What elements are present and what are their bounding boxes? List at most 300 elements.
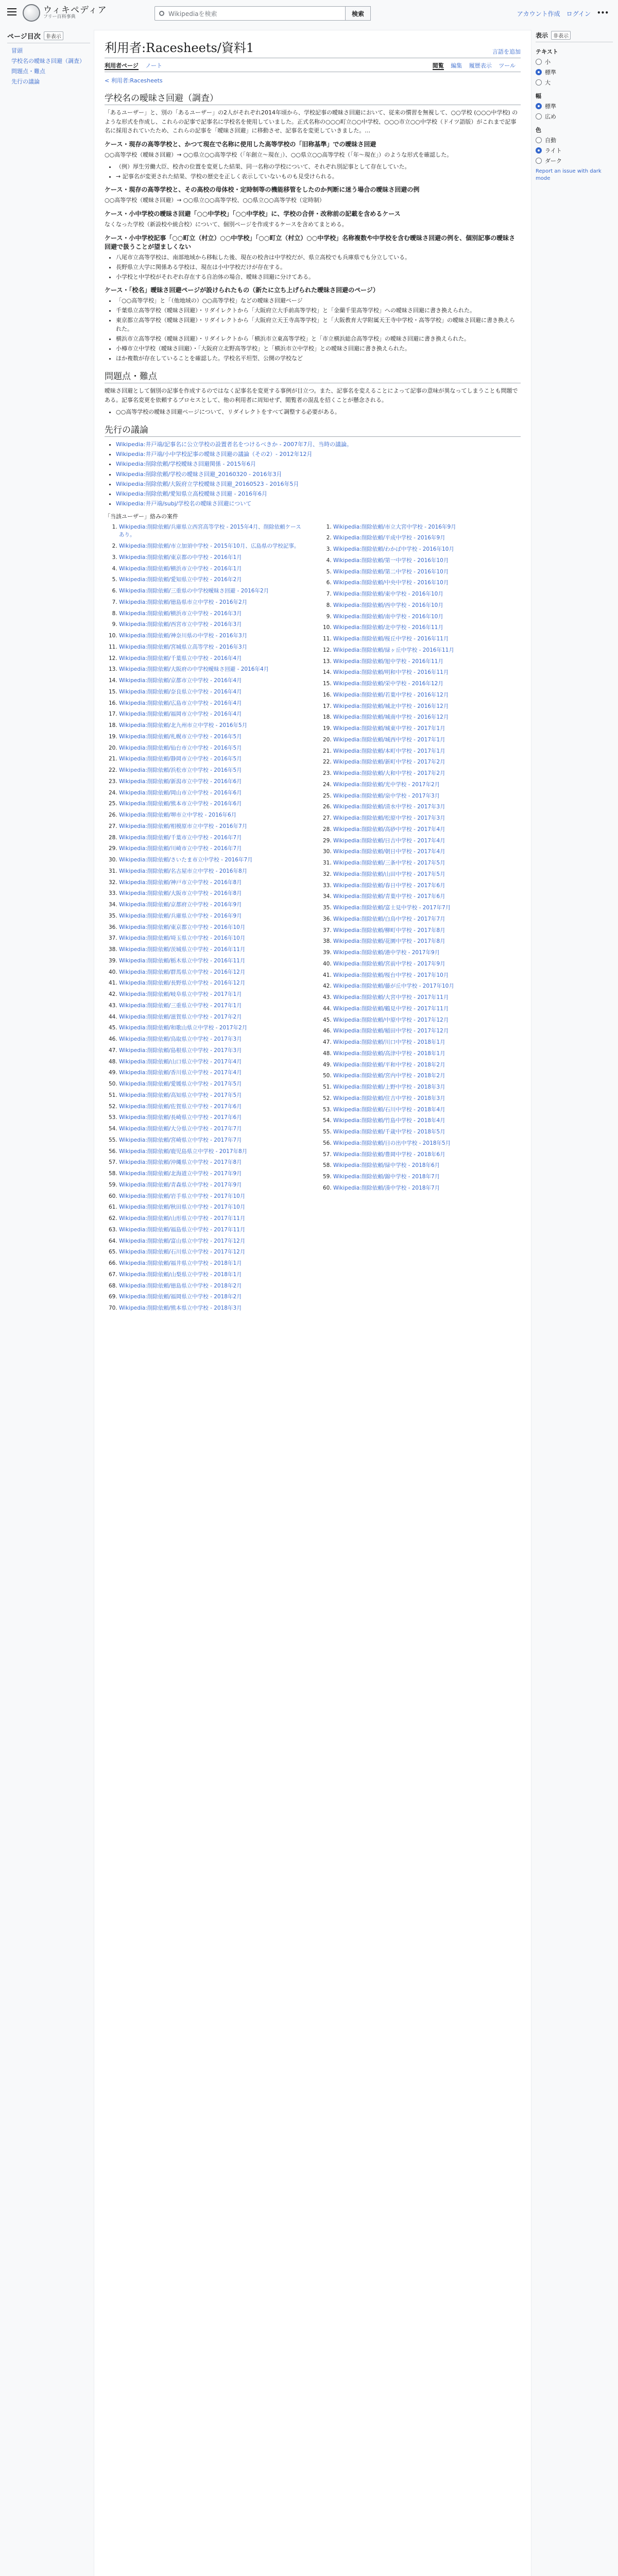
case-link[interactable]: Wikipedia:削除依頼/中原中学校 - 2017年12月 bbox=[333, 1016, 449, 1023]
case-link[interactable]: Wikipedia:削除依頼/福岡県立中学校 - 2018年2月 bbox=[119, 1294, 242, 1300]
create-account-link[interactable]: アカウント作成 bbox=[517, 10, 560, 18]
case-link[interactable]: Wikipedia:削除依頼/栄中学校 - 2016年12月 bbox=[333, 681, 443, 687]
case-link[interactable]: Wikipedia:削除依頼/京都市立中学校 - 2016年4月 bbox=[119, 677, 242, 684]
case-link[interactable]: Wikipedia:削除依頼/旭中学校 - 2016年11月 bbox=[333, 658, 443, 665]
breadcrumb[interactable]: < 利用者:Racesheets bbox=[105, 77, 163, 84]
dark-mode-report-link[interactable]: Report an issue with dark mode bbox=[536, 168, 602, 181]
case-link[interactable]: Wikipedia:削除依頼/東中学校 - 2016年10月 bbox=[333, 591, 443, 598]
list-item bbox=[119, 957, 306, 965]
list-item bbox=[119, 1013, 306, 1022]
tab-tools[interactable]: ツール bbox=[499, 62, 516, 69]
case-link[interactable]: Wikipedia:削除依頼/山田中学校 - 2017年5月 bbox=[333, 871, 445, 877]
radio-label: 広め bbox=[545, 113, 556, 120]
case-link[interactable]: Wikipedia:削除依頼/泉中学校 - 2017年3月 bbox=[333, 792, 440, 799]
case-link[interactable]: Wikipedia:削除依頼/住吉中学校 - 2018年3月 bbox=[333, 1095, 445, 1101]
list-item bbox=[333, 904, 521, 912]
list-item bbox=[119, 722, 306, 730]
list-item bbox=[119, 554, 306, 562]
list-item bbox=[333, 781, 521, 789]
case-link[interactable]: Wikipedia:削除依頼/城東中学校 - 2017年1月 bbox=[333, 725, 445, 732]
case-link[interactable]: Wikipedia:削除依頼/桜丘中学校 - 2016年11月 bbox=[333, 636, 449, 642]
case-link[interactable]: Wikipedia:削除依頼/平和中学校 - 2018年2月 bbox=[333, 1061, 445, 1068]
list-item bbox=[119, 1304, 306, 1313]
list-item: • 小樽市立中学校（曖昧さ回避）・「大阪府立北野高等学校」と「横浜市立中学校」との曖昧さ回避に書き換えられた。 bbox=[116, 344, 521, 353]
case-link[interactable]: Wikipedia:削除依頼/大宮中学校 - 2017年11月 bbox=[333, 994, 449, 1001]
list-item bbox=[119, 845, 306, 853]
case-link[interactable]: Wikipedia:削除依頼/静岡市立中学校 - 2016年5月 bbox=[119, 756, 242, 762]
case-link[interactable]: Wikipedia:削除依頼/宮城県立高等学校 - 2016年3月 bbox=[119, 643, 248, 650]
list-item: • 長野県立大学に関係ある学校は、現在は小中学校だけが存在する。 bbox=[116, 263, 521, 272]
case-link[interactable]: Wikipedia:削除依頼/横浜市立中学校 - 2016年3月 bbox=[119, 610, 242, 617]
case-link[interactable]: Wikipedia:削除依頼/長崎県立中学校 - 2017年6月 bbox=[119, 1114, 242, 1121]
tab-history[interactable]: 履歴表示 bbox=[469, 62, 492, 69]
case-link[interactable]: Wikipedia:削除依頼/大分県立中学校 - 2017年7月 bbox=[119, 1126, 242, 1132]
list-item: • 「○○高等学校」と「（他地域の）○○高等学校」などの曖昧さ回避ページ bbox=[116, 296, 521, 305]
list-item: • ○○高等学校の曖昧さ回避ページについて、リダイレクトをすべて調整する必要がある。 bbox=[116, 408, 521, 416]
list-item bbox=[333, 680, 521, 688]
case-link[interactable]: Wikipedia:削除依頼/福井県立中学校 - 2018年1月 bbox=[119, 1260, 242, 1267]
list-item bbox=[333, 882, 521, 890]
case-link[interactable]: Wikipedia:削除依頼/高知県立中学校 - 2017年5月 bbox=[119, 1092, 242, 1098]
case-link[interactable]: Wikipedia:削除依頼/兵庫県立中学校 - 2016年9月 bbox=[119, 912, 242, 919]
case-link[interactable]: Wikipedia:削除依頼/城西中学校 - 2017年1月 bbox=[333, 736, 445, 743]
case-link[interactable]: Wikipedia:削除依頼/日吉中学校 - 2017年4月 bbox=[333, 837, 445, 844]
case-link[interactable]: Wikipedia:削除依頼/三条中学校 - 2017年5月 bbox=[333, 860, 445, 867]
case-link[interactable]: Wikipedia:削除依頼/岩手県立中学校 - 2017年10月 bbox=[119, 1193, 246, 1199]
list-item bbox=[333, 1106, 521, 1114]
case-link[interactable]: Wikipedia:削除依頼/平成中学校 - 2016年9月 bbox=[333, 535, 445, 541]
case-link[interactable]: Wikipedia:削除依頼/光中学校 - 2017年2月 bbox=[333, 781, 440, 788]
list-item bbox=[119, 733, 306, 741]
list-item bbox=[119, 1238, 306, 1246]
list-item bbox=[119, 1047, 306, 1055]
list-item bbox=[119, 1193, 306, 1201]
list-item bbox=[119, 655, 306, 663]
radio-label: 標準 bbox=[545, 103, 556, 110]
radio-icon bbox=[536, 59, 542, 65]
toc-hide-button[interactable]: 非表示 bbox=[44, 31, 63, 40]
case-link[interactable]: Wikipedia:削除依頼/川口中学校 - 2018年1月 bbox=[333, 1039, 445, 1046]
case-link[interactable]: Wikipedia:削除依頼/明和中学校 - 2016年11月 bbox=[333, 669, 449, 676]
list-item bbox=[119, 969, 306, 977]
list-item bbox=[119, 688, 306, 697]
case-link[interactable]: Wikipedia:削除依頼/山形県立中学校 - 2017年11月 bbox=[119, 1215, 246, 1222]
case-link[interactable]: Wikipedia:削除依頼/仙台市立中学校 - 2016年5月 bbox=[119, 744, 242, 751]
case-link[interactable]: Wikipedia:削除依頼/藤が丘中学校 - 2017年10月 bbox=[333, 983, 454, 990]
appearance-panel bbox=[536, 31, 613, 182]
case-link[interactable]: Wikipedia:削除依頼/長野県立中学校 - 2016年12月 bbox=[119, 980, 246, 987]
logo-title: ウィキペディア bbox=[43, 5, 107, 15]
radio-icon bbox=[536, 158, 542, 164]
appearance-heading: 表示 bbox=[536, 32, 548, 39]
case-link[interactable]: Wikipedia:削除依頼/さいたま市立中学校 - 2016年7月 bbox=[119, 857, 253, 863]
case-columns bbox=[105, 523, 521, 1316]
case-link[interactable]: Wikipedia:削除依頼/愛媛県立中学校 - 2017年5月 bbox=[119, 1081, 242, 1088]
wikipedia-logo[interactable] bbox=[23, 4, 107, 22]
list-item bbox=[333, 1005, 521, 1013]
list-item bbox=[119, 587, 306, 596]
case-link[interactable]: Wikipedia:削除依頼/富山県立中学校 - 2017年12月 bbox=[119, 1238, 246, 1244]
case-link[interactable]: Wikipedia:削除依頼/神戸市立中学校 - 2016年8月 bbox=[119, 879, 242, 886]
toc-item[interactable]: 問題点・難点 bbox=[11, 68, 45, 75]
case-link[interactable]: Wikipedia:削除依頼/三重県立中学校 - 2017年1月 bbox=[119, 1002, 242, 1009]
list-item bbox=[333, 602, 521, 610]
case-link[interactable]: Wikipedia:削除依頼/市立大宮中学校 - 2016年9月 bbox=[333, 523, 456, 530]
case-link[interactable]: Wikipedia:削除依頼/名古屋市立中学校 - 2016年8月 bbox=[119, 868, 248, 874]
case-link[interactable]: Wikipedia:削除依頼/朝日中学校 - 2017年4月 bbox=[333, 849, 445, 855]
page-title: 利用者:Racesheets/資料1 bbox=[105, 41, 254, 55]
toc-item[interactable]: 先行の議論 bbox=[11, 78, 40, 85]
list-item bbox=[119, 1148, 306, 1156]
case-link[interactable]: Wikipedia:削除依頼/兵庫県立西宮高等学校 - 2015年4月、削除依頼ケースあり。 bbox=[119, 523, 301, 538]
list-item bbox=[333, 960, 521, 969]
main-menu-icon[interactable] bbox=[7, 8, 16, 15]
case-link[interactable]: Wikipedia:削除依頼/緑ヶ丘中学校 - 2016年11月 bbox=[333, 647, 454, 653]
case-link[interactable]: Wikipedia:削除依頼/鹿児島県立中学校 - 2017年8月 bbox=[119, 1148, 248, 1155]
case-link[interactable]: Wikipedia:削除依頼/学校曖昧さ回避関係 - 2015年6月 bbox=[116, 461, 256, 468]
case-link[interactable]: Wikipedia:井戸端/小中学校記事の曖昧さ回避の議論（その2）- 2012年12月 bbox=[116, 451, 313, 458]
search-button[interactable]: 検索 bbox=[346, 6, 371, 21]
case-link[interactable]: Wikipedia:削除依頼/奈良県立中学校 - 2016年4月 bbox=[119, 688, 242, 695]
radio-selected-icon bbox=[536, 147, 542, 154]
case-link[interactable]: Wikipedia:削除依頼/横浜市立中学校 - 2016年1月 bbox=[119, 565, 242, 572]
case-link[interactable]: Wikipedia:削除依頼/柳町中学校 - 2017年8月 bbox=[333, 927, 445, 934]
case-link[interactable]: Wikipedia:削除依頼/宮内中学校 - 2018年2月 bbox=[333, 1073, 445, 1079]
login-link[interactable]: ログイン bbox=[566, 10, 591, 18]
radio-label: 標準 bbox=[545, 69, 556, 76]
more-icon[interactable]: ••• bbox=[596, 9, 609, 16]
list-item bbox=[119, 700, 306, 708]
case-link[interactable]: Wikipedia:削除依頼/わかば中学校 - 2016年10月 bbox=[333, 546, 454, 553]
case-link[interactable]: Wikipedia:削除依頼/福岡市立中学校 - 2016年4月 bbox=[119, 711, 242, 718]
search-placeholder: Wikipediaを検索 bbox=[168, 10, 217, 18]
radio-selected-icon bbox=[536, 103, 542, 109]
case-link[interactable]: Wikipedia:削除依頼/群馬県立中学校 - 2016年12月 bbox=[119, 969, 246, 975]
case-link[interactable]: Wikipedia:削除依頼/相模原市立中学校 - 2016年7月 bbox=[119, 823, 248, 829]
list-item bbox=[333, 949, 521, 957]
case-link[interactable]: Wikipedia:削除依頼/浜松市立中学校 - 2016年5月 bbox=[119, 767, 242, 774]
list-item bbox=[119, 767, 306, 775]
case-link[interactable]: Wikipedia:削除依頼/北中学校 - 2016年11月 bbox=[333, 624, 443, 631]
case-link[interactable]: Wikipedia:削除依頼/西中学校 - 2016年10月 bbox=[333, 602, 443, 608]
case-link[interactable]: Wikipedia:削除依頼/福島県立中学校 - 2017年11月 bbox=[119, 1226, 246, 1233]
list-item bbox=[119, 1069, 306, 1077]
case3-heading: ケース・小中学校の曖昧さ回避「○○中学校」「○○中学校」に、学校の合併・改称前の記載を含めるケース bbox=[105, 210, 401, 218]
list-item bbox=[333, 1027, 521, 1036]
case-link[interactable]: Wikipedia:削除依頼/城南中学校 - 2016年12月 bbox=[333, 714, 449, 721]
radio-icon bbox=[536, 79, 542, 86]
list-item bbox=[333, 1072, 521, 1080]
case-link[interactable]: Wikipedia:削除依頼/高砂中学校 - 2017年4月 bbox=[333, 826, 445, 833]
case-link[interactable]: Wikipedia:削除依頼/千葉市立中学校 - 2016年7月 bbox=[119, 834, 242, 841]
list-item bbox=[119, 677, 306, 685]
width-label: 幅 bbox=[536, 93, 541, 99]
tab-read[interactable]: 閲覧 bbox=[432, 62, 444, 69]
case-link[interactable]: Wikipedia:削除依頼/城北中学校 - 2016年12月 bbox=[333, 703, 449, 709]
radio-color-light[interactable] bbox=[536, 146, 613, 155]
list-item bbox=[333, 568, 521, 577]
list-item bbox=[119, 1114, 306, 1122]
case-link[interactable]: Wikipedia:井戸端/subj/学校名の曖昧さ回避について bbox=[116, 500, 252, 507]
list-item bbox=[333, 938, 521, 946]
list-item bbox=[333, 792, 521, 801]
case-link[interactable]: Wikipedia:削除依頼/第一中学校 - 2016年10月 bbox=[333, 557, 449, 564]
search-form bbox=[154, 6, 371, 21]
radio-label: 小 bbox=[545, 59, 551, 65]
case-link[interactable]: Wikipedia:削除依頼/市立加須中学校 - 2015年10月、広島県の学校記事。 bbox=[119, 543, 300, 550]
list-item bbox=[119, 1103, 306, 1111]
case-link[interactable]: Wikipedia:削除依頼/中央中学校 - 2016年10月 bbox=[333, 580, 449, 586]
toc-heading-label: ページ目次 bbox=[7, 33, 41, 41]
list-item bbox=[119, 1058, 306, 1066]
list-item bbox=[116, 450, 521, 459]
tab-user-page[interactable]: 利用者ページ bbox=[105, 62, 139, 69]
case-link[interactable]: Wikipedia:削除依頼/香川県立中学校 - 2017年4月 bbox=[119, 1070, 242, 1076]
case-link[interactable]: Wikipedia:削除依頼/竹島中学校 - 2018年4月 bbox=[333, 1117, 445, 1124]
case-link[interactable]: Wikipedia:削除依頼/徳島県立中学校 - 2018年2月 bbox=[119, 1282, 242, 1289]
list-item bbox=[333, 982, 521, 991]
list-item bbox=[333, 1173, 521, 1181]
prior-list bbox=[105, 440, 521, 507]
case-link[interactable]: Wikipedia:削除依頼/愛知県立中学校 - 2016年2月 bbox=[119, 577, 242, 583]
case-link[interactable]: Wikipedia:削除依頼/茨城県立中学校 - 2016年11月 bbox=[119, 946, 246, 953]
case-link[interactable]: Wikipedia:削除依頼/青葉中学校 - 2017年6月 bbox=[333, 893, 445, 900]
list-item bbox=[119, 979, 306, 988]
radio-text-small[interactable] bbox=[536, 58, 613, 66]
header bbox=[0, 0, 618, 27]
case-link[interactable]: Wikipedia:削除依頼/石川中学校 - 2018年4月 bbox=[333, 1106, 445, 1113]
toc-item[interactable]: 冒頭 bbox=[11, 47, 23, 54]
list-item bbox=[119, 1282, 306, 1291]
case5-heading: ケース・「校名」曖昧さ回避ページが設けられたもの（新たに立ち上げられた曖昧さ回避のページ） bbox=[105, 286, 379, 294]
case-link[interactable]: Wikipedia:削除依頼/札幌市立中学校 - 2016年5月 bbox=[119, 733, 242, 740]
list-item bbox=[119, 1271, 306, 1279]
case-link[interactable]: Wikipedia:削除依頼/宮前中学校 - 2017年9月 bbox=[333, 960, 445, 967]
list-item bbox=[333, 557, 521, 565]
case-link[interactable]: Wikipedia:削除依頼/港中学校 - 2017年9月 bbox=[333, 950, 440, 956]
list-item bbox=[333, 534, 521, 543]
list-item bbox=[119, 811, 306, 820]
issues-paragraph: 曖昧さ回避として個別の記事を作成するのではなく記事名を変更する事例が目立つ。また、記事名を変えることによって記事の意味が異なってしまうことも問題である。記事名変更を依頼するプロセスとして、他の利用者に周知せず、閲覧者の混乱を招くことが懸念される。 bbox=[105, 387, 518, 403]
list-item bbox=[333, 1140, 521, 1148]
case-link[interactable]: Wikipedia:削除依頼/栃木県立中学校 - 2016年11月 bbox=[119, 957, 246, 964]
list-item bbox=[333, 658, 521, 666]
list-item bbox=[119, 1293, 306, 1301]
list-item bbox=[333, 803, 521, 811]
case-link[interactable]: Wikipedia:削除依頼/岐阜県立中学校 - 2017年1月 bbox=[119, 991, 242, 998]
case-link[interactable]: Wikipedia:削除依頼/三重県の中学校曖昧さ回避 - 2016年2月 bbox=[119, 588, 269, 595]
case-link[interactable]: Wikipedia:削除依頼/佐賀県立中学校 - 2017年6月 bbox=[119, 1103, 242, 1110]
case-link[interactable]: Wikipedia:削除依頼/高津中学校 - 2018年1月 bbox=[333, 1050, 445, 1057]
case-link[interactable]: Wikipedia:削除依頼/緑中学校 - 2018年6月 bbox=[333, 1162, 440, 1169]
case-link[interactable]: Wikipedia:削除依頼/秋田県立中学校 - 2017年10月 bbox=[119, 1204, 246, 1211]
add-language-link[interactable]: 言語を追加 bbox=[492, 48, 521, 55]
tab-edit[interactable]: 編集 bbox=[451, 62, 462, 69]
list-item bbox=[119, 710, 306, 719]
case-link[interactable]: Wikipedia:井戸端/記事名に公立学校の設置者名をつけるべきか - 2007年7月、当時の議論。 bbox=[116, 441, 353, 448]
case-link[interactable]: Wikipedia:削除依頼/沖縄県立中学校 - 2017年8月 bbox=[119, 1159, 242, 1166]
case-link[interactable]: Wikipedia:削除依頼/若葉中学校 - 2016年12月 bbox=[333, 691, 449, 698]
case-link[interactable]: Wikipedia:削除依頼/千歳中学校 - 2018年5月 bbox=[333, 1129, 445, 1136]
case-link[interactable]: Wikipedia:削除依頼/本町中学校 - 2017年1月 bbox=[333, 748, 445, 754]
text-size-label: テキスト bbox=[536, 48, 558, 55]
case-link[interactable]: Wikipedia:削除依頼/学校の曖昧さ回避_20160320 - 2016年3月 bbox=[116, 470, 282, 478]
list-item bbox=[119, 1024, 306, 1032]
case-link[interactable]: Wikipedia:削除依頼/桜台中学校 - 2017年10月 bbox=[333, 972, 449, 978]
list-item bbox=[116, 460, 521, 468]
case-link[interactable]: Wikipedia:削除依頼/豊岡中学校 - 2018年6月 bbox=[333, 1151, 445, 1158]
list-item: • 千葉県立高等学校（曖昧さ回避）・リダイレクトから「大阪府立大手前高等学校」と「金蘭千里高等学校」への曖昧さ回避に書き換えられた。 bbox=[116, 306, 521, 315]
list-item bbox=[119, 576, 306, 584]
list-item bbox=[119, 1137, 306, 1145]
radio-icon bbox=[536, 113, 542, 120]
list-item bbox=[333, 1151, 521, 1159]
list-item: • 八尾市立高等学校は、南部地域から移転した後、現在の校舎は中学校だが、県立高校でも兵庫県でも分立している。 bbox=[116, 253, 521, 262]
case-link[interactable]: Wikipedia:削除依頼/宮崎県立中学校 - 2017年7月 bbox=[119, 1137, 242, 1143]
list-item bbox=[333, 1050, 521, 1058]
case-link[interactable]: Wikipedia:削除依頼/白鳥中学校 - 2017年7月 bbox=[333, 916, 445, 922]
list-item bbox=[119, 666, 306, 674]
case-link[interactable]: Wikipedia:削除依頼/第二中学校 - 2016年10月 bbox=[333, 568, 449, 575]
case-link[interactable]: Wikipedia:削除依頼/錦中学校 - 2018年7月 bbox=[333, 1174, 440, 1180]
logo-tagline: フリー百科事典 bbox=[43, 14, 76, 20]
case-link[interactable]: Wikipedia:削除依頼/青森県立中学校 - 2017年9月 bbox=[119, 1181, 242, 1188]
list-item bbox=[333, 647, 521, 655]
list-item bbox=[116, 480, 521, 488]
case1-heading: ケース・現存の高等学校と、かつて現在で名称に使用した高等学校の「旧称基準」での曖昧さ回避 bbox=[105, 140, 376, 148]
list-item bbox=[333, 546, 521, 554]
case-link[interactable]: Wikipedia:削除依頼/花園中学校 - 2017年8月 bbox=[333, 938, 445, 945]
radio-width-standard[interactable] bbox=[536, 102, 613, 110]
case-link[interactable]: Wikipedia:削除依頼/大阪市立中学校 - 2016年8月 bbox=[119, 890, 242, 897]
list-item bbox=[119, 1159, 306, 1167]
case-link[interactable]: Wikipedia:削除依頼/松原中学校 - 2017年3月 bbox=[333, 815, 445, 822]
list-item bbox=[119, 890, 306, 898]
case-link[interactable]: Wikipedia:削除依頼/堺市立中学校 - 2016年6月 bbox=[119, 812, 237, 819]
case-link[interactable]: Wikipedia:削除依頼/愛知県立高校曖昧さ回避 - 2016年6月 bbox=[116, 490, 268, 497]
case-link[interactable]: Wikipedia:削除依頼/滋賀県立中学校 - 2017年2月 bbox=[119, 1013, 242, 1020]
list-item bbox=[119, 879, 306, 887]
toc-item[interactable]: 学校名の曖昧さ回避（調査） bbox=[11, 58, 85, 64]
list-item bbox=[333, 815, 521, 823]
case-link[interactable]: Wikipedia:削除依頼/島根県立中学校 - 2017年3月 bbox=[119, 1047, 242, 1054]
list-item bbox=[119, 1248, 306, 1257]
case-link[interactable]: Wikipedia:削除依頼/清水中学校 - 2017年3月 bbox=[333, 804, 445, 810]
case-link[interactable]: Wikipedia:削除依頼/鳥取県立中学校 - 2017年3月 bbox=[119, 1036, 242, 1043]
list-item bbox=[333, 1162, 521, 1170]
radio-color-auto[interactable] bbox=[536, 136, 613, 144]
radio-label: 自動 bbox=[545, 137, 556, 144]
list-item bbox=[119, 1260, 306, 1268]
list-item bbox=[333, 837, 521, 845]
case-link[interactable]: Wikipedia:削除依頼/山梨県立中学校 - 2018年1月 bbox=[119, 1271, 242, 1278]
list-item bbox=[333, 1016, 521, 1025]
case5-list bbox=[105, 296, 521, 363]
case-link[interactable]: Wikipedia:削除依頼/上野中学校 - 2018年3月 bbox=[333, 1084, 445, 1091]
case-link[interactable]: Wikipedia:削除依頼/北海道立中学校 - 2017年9月 bbox=[119, 1171, 242, 1177]
case2-heading: ケース・現存の高等学校と、その高校の母体校・定時制等の機能移管をしたのか判断に迷う場合の曖昧さ回避の例 bbox=[105, 186, 420, 194]
list-item bbox=[119, 856, 306, 865]
list-item bbox=[119, 1170, 306, 1178]
case-link[interactable]: Wikipedia:削除依頼/東京都立中学校 - 2016年10月 bbox=[119, 924, 246, 930]
case-link[interactable]: Wikipedia:削除依頼/鶴見中学校 - 2017年11月 bbox=[333, 1005, 449, 1012]
list-item bbox=[333, 994, 521, 1002]
case-link[interactable]: Wikipedia:削除依頼/熊本県立中学校 - 2018年3月 bbox=[119, 1305, 242, 1312]
list-item bbox=[333, 871, 521, 879]
list-item bbox=[119, 543, 306, 551]
case-link[interactable]: Wikipedia:削除依頼/南中学校 - 2016年10月 bbox=[333, 613, 443, 620]
list-item bbox=[333, 691, 521, 700]
list-item bbox=[116, 440, 521, 449]
case-link[interactable]: Wikipedia:削除依頼/東京都の中学校 - 2016年1月 bbox=[119, 554, 242, 561]
toc-sidebar bbox=[0, 31, 90, 88]
list-item bbox=[119, 935, 306, 943]
list-item bbox=[333, 859, 521, 868]
case-link[interactable]: Wikipedia:削除依頼/川崎市立中学校 - 2016年7月 bbox=[119, 845, 242, 852]
list-item: • 横浜市立高等学校（曖昧さ回避）・リダイレクトから「横浜市立東高等学校」と「市立横浜総合高等学校」の曖昧さ回避に書き換えられた。 bbox=[116, 334, 521, 343]
case-link[interactable]: Wikipedia:削除依頼/日の出中学校 - 2018年5月 bbox=[333, 1140, 451, 1146]
case-link[interactable]: Wikipedia:削除依頼/富士見中学校 - 2017年7月 bbox=[333, 905, 451, 911]
case-link[interactable]: Wikipedia:削除依頼/岡山市立中学校 - 2016年6月 bbox=[119, 789, 242, 796]
radio-label: 大 bbox=[545, 79, 551, 86]
list-item bbox=[333, 590, 521, 599]
case-link[interactable]: Wikipedia:削除依頼/山口県立中学校 - 2017年4月 bbox=[119, 1058, 242, 1065]
color-label: 色 bbox=[536, 127, 541, 133]
case-link[interactable]: Wikipedia:削除依頼/京都府立中学校 - 2016年9月 bbox=[119, 902, 242, 908]
list-item bbox=[119, 868, 306, 876]
list-item bbox=[119, 744, 306, 753]
radio-width-wide[interactable] bbox=[536, 112, 613, 121]
case-link[interactable]: Wikipedia:削除依頼/和歌山県立中学校 - 2017年2月 bbox=[119, 1025, 248, 1031]
list-item bbox=[116, 489, 521, 498]
user-links bbox=[517, 9, 609, 18]
case-link[interactable]: Wikipedia:削除依頼/西宮市立中学校 - 2016年3月 bbox=[119, 621, 242, 628]
radio-text-large[interactable] bbox=[536, 78, 613, 87]
list-item bbox=[333, 1184, 521, 1193]
radio-color-dark[interactable] bbox=[536, 157, 613, 165]
case-link[interactable]: Wikipedia:削除依頼/埼玉県立中学校 - 2016年10月 bbox=[119, 935, 246, 942]
case-link[interactable]: Wikipedia:削除依頼/稲田中学校 - 2017年12月 bbox=[333, 1028, 449, 1035]
case-link[interactable]: Wikipedia:削除依頼/新町中学校 - 2017年2月 bbox=[333, 759, 445, 766]
case-link[interactable]: Wikipedia:削除依頼/湊中学校 - 2018年7月 bbox=[333, 1184, 440, 1191]
case-link[interactable]: Wikipedia:削除依頼/新潟市立中学校 - 2016年6月 bbox=[119, 778, 242, 785]
case-link[interactable]: Wikipedia:削除依頼/広島市立中学校 - 2016年4月 bbox=[119, 700, 242, 706]
case-link[interactable]: Wikipedia:削除依頼/大和中学校 - 2017年2月 bbox=[333, 770, 445, 777]
list-item bbox=[119, 1204, 306, 1212]
case-link[interactable]: Wikipedia:削除依頼/徳島県市立中学校 - 2016年2月 bbox=[119, 599, 248, 605]
list-item bbox=[333, 624, 521, 632]
list-item bbox=[119, 789, 306, 798]
case4-heading: ケース・小中学校記事「○○町立（村立）○○中学校」「○○町立（村立）○○中学校」名称複数や中学校を含む曖昧さ回避の例を、個別記事の曖昧さ回避で扱うことが望ましくない bbox=[105, 234, 516, 250]
search-input[interactable] bbox=[154, 6, 346, 21]
list-item bbox=[333, 714, 521, 722]
case-link[interactable]: Wikipedia:削除依頼/神奈川県の中学校 - 2016年3月 bbox=[119, 633, 248, 639]
case-link[interactable]: Wikipedia:削除依頼/大阪府の中学校曖昧さ回避 - 2016年4月 bbox=[119, 666, 269, 673]
list-item bbox=[333, 770, 521, 778]
case-link[interactable]: Wikipedia:削除依頼/春日中学校 - 2017年6月 bbox=[333, 882, 445, 889]
list-item bbox=[333, 1039, 521, 1047]
case-link[interactable]: Wikipedia:削除依頼/大阪府立学校曖昧さ回避_20160523 - 2016年5月 bbox=[116, 480, 299, 487]
list-item bbox=[119, 1002, 306, 1010]
case-link[interactable]: Wikipedia:削除依頼/石川県立中学校 - 2017年12月 bbox=[119, 1249, 246, 1256]
case-link[interactable]: Wikipedia:削除依頼/北九州市立中学校 - 2016年5月 bbox=[119, 722, 248, 729]
radio-text-standard[interactable] bbox=[536, 68, 613, 76]
case-link[interactable]: Wikipedia:削除依頼/千葉県立中学校 - 2016年4月 bbox=[119, 655, 242, 662]
list-item bbox=[116, 470, 521, 479]
tab-talk[interactable]: ノート bbox=[145, 62, 162, 69]
appearance-hide-button[interactable]: 非表示 bbox=[551, 31, 571, 40]
case-link[interactable]: Wikipedia:削除依頼/熊本市立中学校 - 2016年6月 bbox=[119, 801, 242, 807]
